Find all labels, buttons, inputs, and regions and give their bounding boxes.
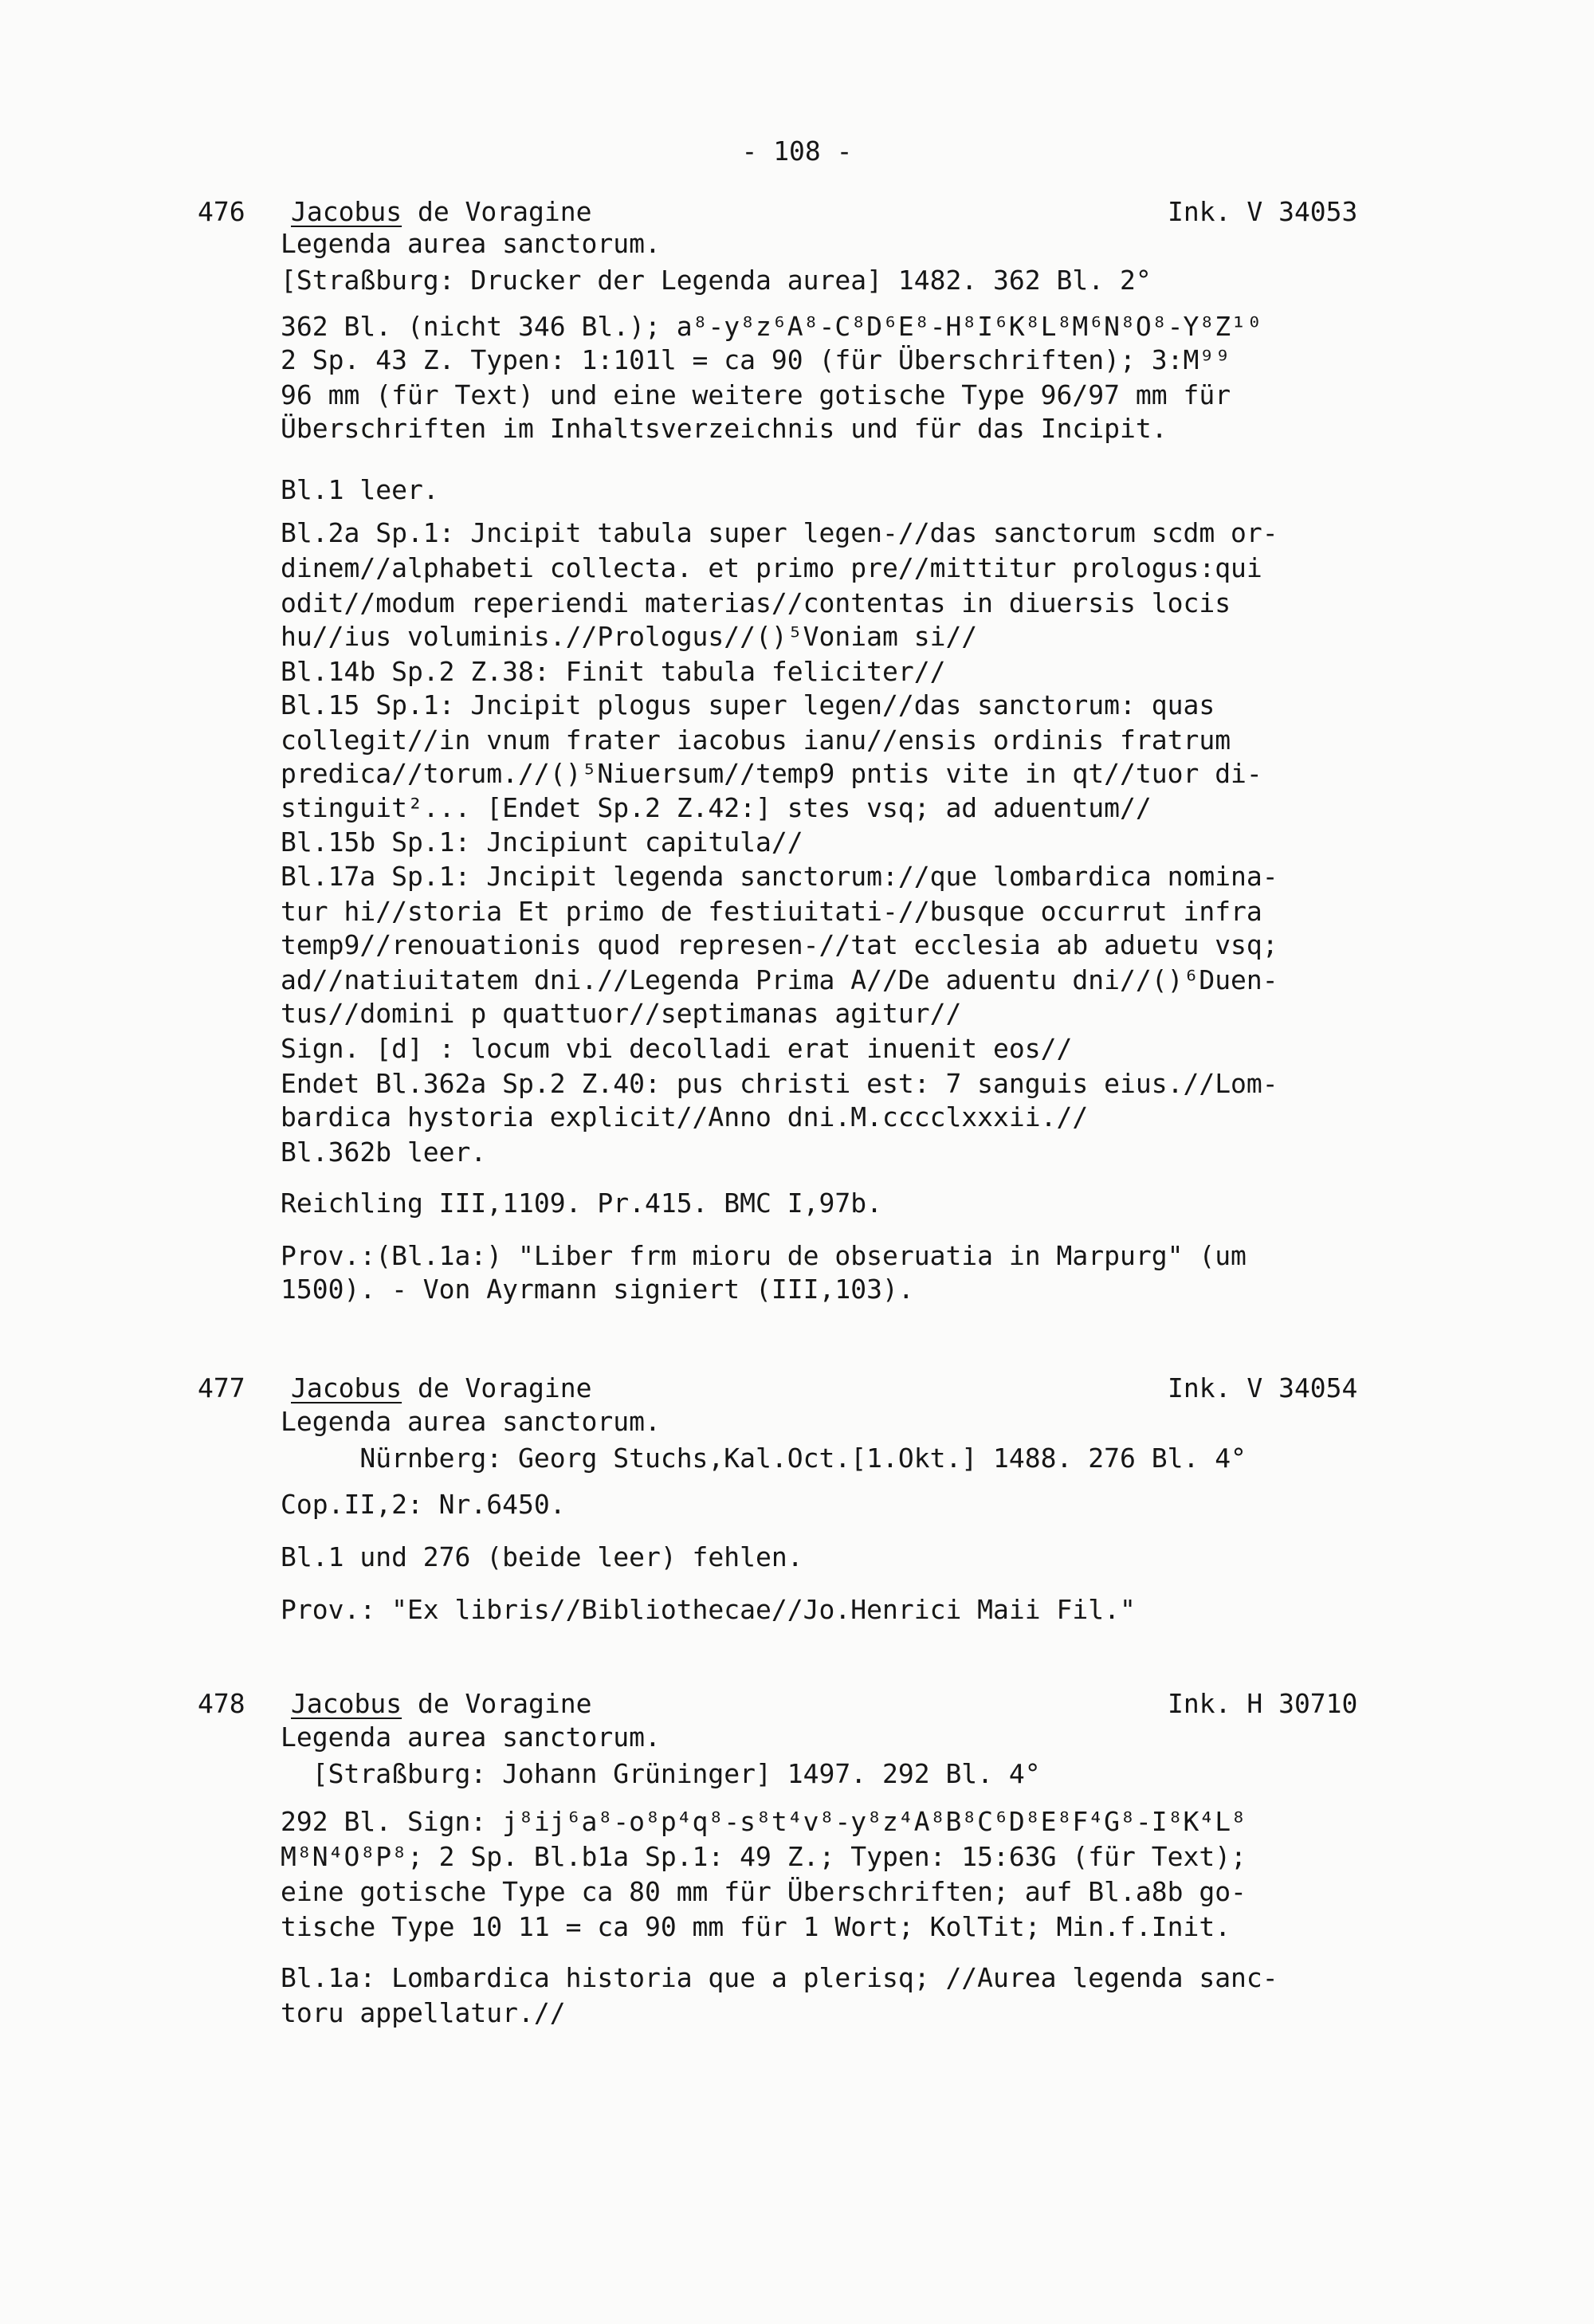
entry-line: bardica hystoria explicit//Anno dni.M.cccclxxxii.// — [281, 1101, 1089, 1133]
page-number: - 108 - — [741, 135, 853, 167]
entry-line: 96 mm (für Text) und eine weitere gotische Type 96/97 mm für — [281, 379, 1231, 410]
entry-line: 362 Bl. (nicht 346 Bl.); a⁸-y⁸z⁶A⁸-C⁸D⁶E⁸-H⁸I⁶K⁸L⁸M⁶N⁸O⁸-Y⁸Z¹⁰ — [281, 311, 1262, 342]
entry-line: Reichling III,1109. Pr.415. BMC I,97b. — [281, 1188, 882, 1219]
entry-line: Bl.15b Sp.1: Jncipiunt capitula// — [281, 826, 803, 858]
entry-line: Bl.1 leer. — [281, 474, 439, 505]
entry-line: 1500). - Von Ayrmann signiert (III,103). — [281, 1274, 914, 1305]
entry-line: Bl.1a: Lombardica historia que a plerisq; //Aurea legenda sanc- — [281, 1962, 1278, 1993]
entry-author-rest: de Voragine — [402, 1372, 592, 1403]
entry-line: 2 Sp. 43 Z. Typen: 1:101l = ca 90 (für Überschriften); 3:M⁹⁹ — [281, 344, 1231, 375]
incunabula-shelfmark: Ink. H 30710 — [1168, 1688, 1358, 1719]
entry-author-rest: de Voragine — [402, 196, 592, 227]
entry-author: Jacobus — [291, 196, 402, 227]
entry-line: stinguit²... [Endet Sp.2 Z.42:] stes vsq; ad aduentum// — [281, 792, 1152, 823]
entry-line: Sign. [d] : locum vbi decolladi erat inuenit eos// — [281, 1033, 1073, 1064]
entry-line: M⁸N⁴O⁸P⁸; 2 Sp. Bl.b1a Sp.1: 49 Z.; Typen: 15:63G (für Text); — [281, 1841, 1247, 1872]
entry-number: 477 — [198, 1372, 245, 1403]
entry-line: tische Type 10 11 = ca 90 mm für 1 Wort; KolTit; Min.f.Init. — [281, 1911, 1231, 1942]
entry-line: Bl.15 Sp.1: Jncipit plogus super legen//das sanctorum: quas — [281, 689, 1215, 720]
entry-line: ad//natiuitatem dni.//Legenda Prima A//De aduentu dni//()⁶Duen- — [281, 964, 1278, 995]
entry-line: Endet Bl.362a Sp.2 Z.40: pus christi est: 7 sanguis eius.//Lom- — [281, 1068, 1278, 1099]
incunabula-shelfmark: Ink. V 34053 — [1168, 196, 1358, 227]
entry-line: [Straßburg: Johann Grüninger] 1497. 292 Bl. 4° — [281, 1758, 1041, 1789]
entry-line: Bl.17a Sp.1: Jncipit legenda sanctorum://que lombardica nomina- — [281, 861, 1278, 892]
entry-line: Bl.2a Sp.1: Jncipit tabula super legen-//das sanctorum scdm or- — [281, 517, 1278, 548]
entry-author: Jacobus — [291, 1688, 402, 1719]
entry-line: [Straßburg: Drucker der Legenda aurea] 1482. 362 Bl. 2° — [281, 265, 1152, 296]
entry-author-rest: de Voragine — [402, 1688, 592, 1719]
entry-line: Legenda aurea sanctorum. — [281, 1721, 661, 1753]
entry-line: Überschriften im Inhaltsverzeichnis und für das Incipit. — [281, 413, 1168, 444]
entry-line: Legenda aurea sanctorum. — [281, 1406, 661, 1437]
entry-line: dinem//alphabeti collecta. et primo pre//mittitur prologus:qui — [281, 552, 1262, 583]
entry-author-heading — [291, 1688, 592, 1719]
entry-number: 476 — [198, 196, 245, 227]
entry-line: Bl.14b Sp.2 Z.38: Finit tabula feliciter// — [281, 656, 946, 687]
entry-line: collegit//in vnum frater iacobus ianu//ensis ordinis fratrum — [281, 724, 1231, 756]
entry-line: Prov.:(Bl.1a:) "Liber frm mioru de obseruatia in Marpurg" (um — [281, 1240, 1247, 1271]
entry-line: 292 Bl. Sign: j⁸ij⁶a⁸-o⁸p⁴q⁸-s⁸t⁴v⁸-y⁸z⁴A⁸B⁸C⁶D⁸E⁸F⁴G⁸-I⁸K⁴L⁸ — [281, 1806, 1247, 1837]
incunabula-shelfmark: Ink. V 34054 — [1168, 1372, 1358, 1403]
entry-line: Bl.1 und 276 (beide leer) fehlen. — [281, 1541, 803, 1572]
entry-author: Jacobus — [291, 1372, 402, 1403]
entry-line: odit//modum reperiendi materias//contentas in diuersis locis — [281, 587, 1231, 618]
entry-author-heading — [291, 1372, 592, 1403]
entry-line: hu//ius voluminis.//Prologus//()⁵Voniam si// — [281, 621, 978, 652]
entry-line: Cop.II,2: Nr.6450. — [281, 1489, 566, 1520]
entry-line: eine gotische Type ca 80 mm für Überschriften; auf Bl.a8b go- — [281, 1876, 1247, 1907]
entry-number: 478 — [198, 1688, 245, 1719]
entry-line: tur hi//storia Et primo de festiuitati-//busque occurrut infra — [281, 896, 1262, 927]
entry-line: Legenda aurea sanctorum. — [281, 228, 661, 259]
entry-line: Bl.362b leer. — [281, 1136, 487, 1168]
entry-line: tus//domini p quattuor//septimanas agitur// — [281, 998, 962, 1029]
entry-line: toru appellatur.// — [281, 1997, 566, 2028]
entry-line: Prov.: "Ex libris//Bibliothecae//Jo.Henrici Maii Fil." — [281, 1594, 1136, 1625]
entry-line: Nürnberg: Georg Stuchs,Kal.Oct.[1.Okt.] 1488. 276 Bl. 4° — [281, 1443, 1247, 1474]
entry-line: predica//torum.//()⁵Niuersum//temp9 pntis vite in qt//tuor di- — [281, 758, 1262, 789]
entry-line: temp9//renouationis quod represen-//tat ecclesia ab aduetu vsq; — [281, 929, 1278, 960]
entry-author-heading — [291, 196, 592, 227]
